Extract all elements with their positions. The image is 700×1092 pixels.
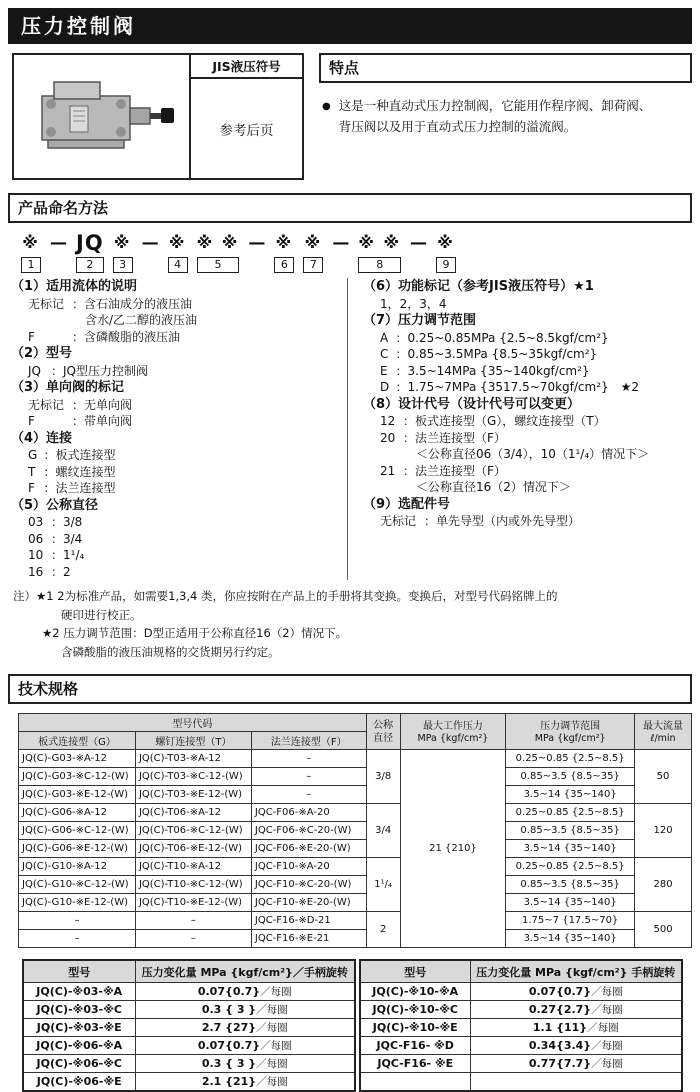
naming-item — [11, 447, 347, 464]
spec-header-conn-f: 法兰连接型（F） — [251, 732, 366, 750]
spec-header-model-code: 型号代码 — [19, 714, 367, 732]
handle-value-number: 1.1 {11} — [532, 1021, 588, 1034]
naming-subsection — [363, 496, 692, 530]
naming-item — [363, 363, 692, 380]
handle-value-cell — [135, 1019, 355, 1037]
handle-right-model-header: 型号 — [360, 960, 470, 983]
handle-value-number: 2.7 {27} — [201, 1021, 257, 1034]
handle-table-row — [360, 983, 682, 1001]
naming-item-value: ：无单向阀 — [72, 397, 133, 412]
spec-range-cell: 3.5~14 {35~140} — [506, 930, 635, 948]
naming-item — [11, 397, 347, 414]
code-position-box: 7 — [303, 257, 323, 273]
product-photo-box — [12, 53, 304, 180]
spec-range-cell: 1.75~7 {17.5~70} — [506, 912, 635, 930]
naming-item — [11, 413, 347, 430]
code-symbol: ※ — [304, 233, 323, 252]
naming-item-key: D — [380, 380, 390, 394]
note-line: 硬印进行校正。 — [61, 607, 142, 622]
handle-table-right — [359, 959, 683, 1092]
naming-columns — [8, 278, 692, 580]
naming-item-key: F — [28, 414, 35, 428]
handle-right-value-header: 压力变化量 MPa {kgf/cm²} 手柄旋转 — [470, 960, 682, 983]
spec-header-range — [506, 714, 635, 750]
spec-model-cell: – — [135, 912, 251, 930]
handle-table-left — [22, 959, 356, 1092]
spec-header-diameter-line2: 直径 — [373, 732, 394, 744]
naming-subsection-title: （7）压力调节范围 — [363, 313, 477, 328]
spec-header-flow — [635, 714, 692, 750]
spec-range-cell: 0.85~3.5 {8.5~35} — [506, 768, 635, 786]
naming-item — [363, 413, 692, 430]
handle-value-per-turn: ／每圈 — [256, 1022, 288, 1034]
code-segment — [197, 232, 240, 273]
naming-item-key: E — [380, 363, 388, 378]
code-position-box: 4 — [168, 257, 188, 273]
spec-model-cell: JQ(C)-G10-※E-12-(W) — [19, 894, 136, 912]
naming-item-key: F — [28, 329, 35, 344]
naming-item-value: ：法兰连接型 — [43, 481, 116, 495]
handle-table-row — [360, 1001, 682, 1019]
handle-model-cell: JQ(C)-※06-※A — [23, 1037, 135, 1055]
naming-subsection-title: （8）设计代号（设计代号可以变更） — [363, 396, 581, 412]
spec-model-cell: JQC-F06-※C-20-(W) — [251, 822, 366, 840]
handle-table-row — [23, 1055, 355, 1073]
code-dash: — — [141, 233, 159, 253]
naming-subsection — [11, 345, 347, 379]
spec-range-cell: 3.5~14 {35~140} — [506, 894, 635, 912]
spec-header-flow-unit: ℓ/min — [650, 732, 676, 744]
handle-value-cell — [135, 1055, 355, 1073]
code-position-box: 5 — [197, 257, 240, 273]
naming-subsection-title: （2）型号 — [11, 346, 73, 361]
spec-header-max-pressure-label: 最大工作压力 — [422, 720, 483, 732]
handle-table-row — [23, 1037, 355, 1055]
handle-value-number: 0.3 { 3 } — [201, 1057, 257, 1070]
spec-diameter-cell: 1¹/₄ — [366, 858, 400, 912]
note-line: 含磷酸脂的液压油规格的交货期另行约定。 — [61, 644, 280, 659]
handle-value-cell — [470, 1001, 682, 1019]
page-title: 压力控制阀 — [8, 8, 692, 44]
spec-model-cell: JQ(C)-G03-※A-12 — [19, 750, 136, 768]
spec-diameter-cell: 3/8 — [366, 750, 400, 804]
spec-model-cell: JQ(C)-T03-※A-12 — [135, 750, 251, 768]
handle-table-row — [360, 1019, 682, 1037]
naming-item — [363, 296, 692, 313]
handle-value-cell — [135, 983, 355, 1001]
naming-subsection — [11, 497, 347, 581]
spec-range-cell: 0.25~0.85 {2.5~8.5} — [506, 750, 635, 768]
naming-item-value: ：2 — [51, 564, 71, 579]
naming-item — [363, 513, 692, 530]
handle-value-number: 0.77{7.7} — [528, 1057, 592, 1070]
naming-item — [11, 329, 347, 346]
valve-photo — [24, 66, 180, 168]
naming-item-value: ：螺纹连接型 — [43, 464, 116, 479]
code-dash: — — [50, 233, 67, 253]
spec-table — [18, 713, 692, 948]
handle-model-cell: JQ(C)-※03-※E — [23, 1019, 135, 1037]
handle-table-row — [23, 1073, 355, 1092]
code-symbol: ※ ※ — [358, 233, 402, 252]
code-segment — [303, 232, 323, 273]
spec-row — [19, 912, 692, 930]
naming-item-key: C — [380, 347, 389, 361]
naming-subsection — [11, 430, 347, 497]
spec-model-cell: – — [251, 768, 366, 786]
handle-model-cell: JQC-F16- ※E — [360, 1055, 470, 1073]
naming-item-key: 无标记 — [380, 514, 417, 528]
handle-model-cell: JQ(C)-※06-※E — [23, 1073, 135, 1092]
handle-left-header-row — [23, 960, 355, 983]
naming-subsection-title: （1）适用流体的说明 — [11, 279, 138, 294]
handle-value-per-turn: ／每圈 — [256, 1076, 288, 1088]
handle-value-per-turn: ／每圈 — [256, 1058, 288, 1070]
handle-table-row — [23, 1019, 355, 1037]
spec-range-cell: 0.25~0.85 {2.5~8.5} — [506, 858, 635, 876]
spec-model-cell: JQ(C)-T03-※C-12-(W) — [135, 768, 251, 786]
spec-model-cell: JQ(C)-G10-※A-12 — [19, 858, 136, 876]
spec-flow-cell: 120 — [635, 804, 692, 858]
code-segment — [274, 232, 294, 273]
handle-value-per-turn: ／每圈 — [591, 1058, 623, 1070]
naming-item — [363, 379, 692, 396]
naming-item-key: 21 — [380, 463, 396, 478]
bullet-icon: ● — [322, 101, 331, 112]
handle-value-cell — [470, 1073, 682, 1092]
spec-model-cell: JQ(C)-T10-※E-12-(W) — [135, 894, 251, 912]
spec-model-cell: JQ(C)-G06-※E-12-(W) — [19, 840, 136, 858]
spec-model-cell: JQ(C)-T06-※E-12-(W) — [135, 840, 251, 858]
spec-model-cell: JQ(C)-T10-※A-12 — [135, 858, 251, 876]
naming-item-key: JQ — [28, 363, 41, 378]
spec-model-cell: – — [19, 930, 136, 948]
handle-value-number: 0.27{2.7} — [528, 1003, 592, 1016]
code-position-box: 8 — [358, 257, 401, 273]
spec-model-cell: – — [251, 750, 366, 768]
features-section — [319, 53, 692, 180]
handle-table-row — [23, 983, 355, 1001]
handle-value-number: 0.07{0.7} — [197, 985, 261, 998]
naming-item-value: ：JQ型压力控制阀 — [51, 363, 148, 378]
spec-model-cell: JQC-F10-※E-20-(W) — [251, 894, 366, 912]
spec-header-row-1 — [19, 714, 692, 732]
spec-row — [19, 786, 692, 804]
spec-row — [19, 858, 692, 876]
handle-model-cell: JQ(C)-※03-※A — [23, 983, 135, 1001]
naming-item-value: ＜公称直径16（2）情况下＞ — [416, 480, 571, 494]
naming-item-key: F — [28, 481, 35, 495]
code-symbol: ※ — [22, 233, 40, 252]
handle-value-cell — [135, 1073, 355, 1092]
handle-table-row — [23, 1001, 355, 1019]
naming-notes — [11, 587, 692, 661]
features-title: 特点 — [319, 53, 692, 83]
code-dash: — — [248, 233, 266, 253]
spec-model-cell: JQC-F06-※A-20 — [251, 804, 366, 822]
naming-item-key: 03 — [28, 515, 44, 529]
handle-value-cell — [470, 983, 682, 1001]
handle-value-cell — [470, 1037, 682, 1055]
spec-header-diameter-line1: 公称 — [373, 719, 394, 731]
code-symbol: ※ — [113, 233, 132, 252]
code-segment — [436, 232, 456, 273]
spec-range-cell: 0.25~0.85 {2.5~8.5} — [506, 804, 635, 822]
code-position-box: 9 — [436, 257, 456, 273]
handle-value-per-turn: ／每圈 — [591, 986, 623, 998]
naming-item — [11, 531, 347, 548]
naming-subsection — [11, 379, 347, 430]
naming-item-key: 无标记 — [28, 397, 65, 412]
naming-item-value: ：法兰连接型（F） — [403, 463, 506, 478]
spec-model-cell: JQ(C)-T03-※E-12-(W) — [135, 786, 251, 804]
naming-subsection-title: （3）单向阀的标记 — [11, 380, 125, 395]
naming-subsection-title: （5）公称直径 — [11, 497, 99, 513]
naming-item-value: ：1.75~7MPa {3517.5~70kgf/cm²} ★2 — [395, 380, 640, 394]
naming-item-value: ：0.85~3.5MPa {8.5~35kgf/cm²} — [395, 347, 598, 361]
code-segment — [358, 232, 401, 273]
naming-item-value: ：带单向阀 — [72, 414, 133, 428]
naming-item — [11, 547, 347, 564]
spec-header-max-pressure-unit: MPa {kgf/cm²} — [417, 732, 489, 744]
spec-range-cell: 3.5~14 {35~140} — [506, 786, 635, 804]
code-dash: — — [410, 233, 428, 253]
top-row — [12, 53, 692, 180]
naming-item — [363, 446, 692, 463]
spec-model-cell: JQC-F16-※D-21 — [251, 912, 366, 930]
naming-item — [11, 564, 347, 581]
naming-item-value: ：板式连接型（G），螺纹连接型（T） — [403, 414, 606, 428]
product-photo-cell — [14, 55, 189, 178]
spec-diameter-cell: 2 — [366, 912, 400, 948]
naming-item — [11, 464, 347, 481]
spec-model-cell: JQ(C)-G10-※C-12-(W) — [19, 876, 136, 894]
spec-diameter-cell: 3/4 — [366, 804, 400, 858]
naming-item — [11, 363, 347, 380]
naming-item-value: ：板式连接型 — [43, 448, 116, 462]
naming-subsection-title: （4）连接 — [11, 430, 73, 446]
reference-note: 参考后页 — [219, 122, 274, 139]
spec-model-cell: JQC-F10-※C-20-(W) — [251, 876, 366, 894]
spec-title: 技术规格 — [8, 674, 692, 704]
jis-symbol-panel — [189, 55, 302, 178]
handle-value-number: 0.3 { 3 } — [201, 1003, 257, 1016]
spec-max-pressure-cell: 21 {210} — [400, 750, 506, 948]
spec-model-cell: JQ(C)-T06-※A-12 — [135, 804, 251, 822]
handle-value-cell — [135, 1001, 355, 1019]
naming-item-value: ：单先导型（内或外先导型） — [424, 514, 581, 528]
spec-header-flow-label: 最大流量 — [643, 720, 684, 732]
spec-row — [19, 822, 692, 840]
naming-item-value: 1，2，3，4 — [380, 296, 447, 311]
naming-item-value: 含水/乙二醇的液压油 — [85, 313, 198, 327]
spec-range-cell: 0.85~3.5 {8.5~35} — [506, 876, 635, 894]
naming-subsection-title: （9）选配件号 — [363, 496, 451, 512]
spec-flow-cell: 500 — [635, 912, 692, 948]
naming-item-key: 10 — [28, 548, 44, 562]
note-line: 注）★1 2为标准产品，如需要1,3,4 类，你应按附在产品上的手册将其变换。变换后，对型号代码铭牌上的 — [13, 589, 558, 603]
spec-row — [19, 804, 692, 822]
naming-item — [363, 330, 692, 347]
spec-header-conn-g: 板式连接型（G） — [19, 732, 136, 750]
naming-item — [11, 480, 347, 497]
naming-item-value: ：0.25~0.85MPa {2.5~8.5kgf/cm²} — [395, 330, 609, 345]
handle-model-cell: JQ(C)-※03-※C — [23, 1001, 135, 1019]
naming-item-value: ：3/4 — [51, 531, 83, 546]
spec-model-cell: JQ(C)-G06-※A-12 — [19, 804, 136, 822]
naming-item-value: ：法兰连接型（F） — [403, 430, 506, 445]
spec-row — [19, 894, 692, 912]
spec-header-range-unit: MPa {kgf/cm²} — [534, 732, 606, 744]
spec-flow-cell: 280 — [635, 858, 692, 912]
spec-header-range-label: 压力调节范围 — [540, 720, 601, 732]
naming-left-column — [8, 278, 347, 580]
spec-flow-cell: 50 — [635, 750, 692, 804]
handle-value-per-turn: ／每圈 — [591, 1004, 623, 1016]
handle-model-cell: JQ(C)-※10-※A — [360, 983, 470, 1001]
handle-tables — [22, 959, 700, 1092]
handle-model-cell: JQC-F16- ※D — [360, 1037, 470, 1055]
spec-row — [19, 930, 692, 948]
jis-symbol-label: JIS液压符号 — [191, 55, 302, 79]
handle-model-cell: JQ(C)-※10-※E — [360, 1019, 470, 1037]
code-segment — [168, 232, 188, 273]
code-segment — [21, 232, 41, 273]
naming-right-column — [347, 278, 692, 580]
spec-row — [19, 840, 692, 858]
naming-subsection — [11, 278, 347, 345]
code-symbol: ※ — [437, 233, 455, 252]
spec-model-cell: – — [19, 912, 136, 930]
features-bullet-row — [319, 96, 662, 137]
spec-header-diameter — [366, 714, 400, 750]
code-symbol: JQ — [76, 231, 104, 255]
handle-model-cell: JQ(C)-※10-※C — [360, 1001, 470, 1019]
code-dash: — — [332, 233, 350, 253]
handle-model-cell: JQ(C)-※06-※C — [23, 1055, 135, 1073]
handle-value-per-turn: ／每圈 — [591, 1040, 623, 1052]
naming-item-key: G — [28, 448, 38, 462]
spec-range-cell: 0.85~3.5 {8.5~35} — [506, 822, 635, 840]
naming-subsection-title: （6）功能标记（参考JIS液压符号）★1 — [363, 279, 594, 294]
naming-item-value: ＜公称直径06（3/4），10（1¹/₄）情况下＞ — [416, 447, 650, 461]
handle-right-header-row — [360, 960, 682, 983]
handle-value-per-turn: ／每圈 — [260, 986, 292, 998]
handle-value-per-turn: ／每圈 — [256, 1004, 288, 1016]
naming-item — [11, 312, 347, 329]
handle-left-model-header: 型号 — [23, 960, 135, 983]
spec-model-cell: – — [135, 930, 251, 948]
naming-item-key: 12 — [380, 414, 396, 428]
code-segment — [76, 232, 104, 273]
spec-model-cell: JQ(C)-G03-※E-12-(W) — [19, 786, 136, 804]
handle-table-row — [360, 1037, 682, 1055]
naming-item-key: 无标记 — [28, 296, 65, 311]
naming-item-value: ：含石油成分的液压油 — [72, 296, 193, 311]
code-segment — [113, 232, 133, 273]
spec-section — [8, 674, 692, 948]
spec-model-cell: JQ(C)-G06-※C-12-(W) — [19, 822, 136, 840]
handle-value-number: 0.07{0.7} — [528, 985, 592, 998]
features-text: 这是一种直动式压力控制阀，它能用作程序阀、卸荷阀、背压阀以及用于直动式压力控制的溢流阀。 — [338, 98, 652, 134]
naming-item — [363, 430, 692, 447]
naming-item-key: 16 — [28, 564, 44, 579]
spec-model-cell: JQ(C)-T06-※C-12-(W) — [135, 822, 251, 840]
naming-item — [11, 514, 347, 531]
naming-item — [363, 346, 692, 363]
handle-model-cell — [360, 1073, 470, 1092]
handle-value-number: 2.1 {21} — [201, 1075, 257, 1088]
handle-value-cell — [470, 1055, 682, 1073]
handle-value-number: 0.34{3.4} — [528, 1039, 592, 1052]
handle-table-row — [360, 1055, 682, 1073]
spec-model-cell: JQC-F16-※E-21 — [251, 930, 366, 948]
naming-item — [363, 479, 692, 496]
naming-item-value: ：1¹/₄ — [51, 548, 85, 562]
spec-range-cell: 3.5~14 {35~140} — [506, 840, 635, 858]
spec-row — [19, 876, 692, 894]
code-symbol: ※ — [168, 233, 187, 252]
spec-model-cell: JQC-F06-※E-20-(W) — [251, 840, 366, 858]
spec-model-cell: – — [251, 786, 366, 804]
handle-value-per-turn: ／每圈 — [587, 1022, 619, 1034]
naming-subsection — [363, 278, 692, 312]
code-symbol: ※ ※ — [196, 233, 240, 252]
spec-model-cell: JQC-F10-※A-20 — [251, 858, 366, 876]
spec-header-conn-t: 螺钉连接型（T） — [135, 732, 251, 750]
code-symbol: ※ — [275, 233, 294, 252]
naming-item — [11, 296, 347, 313]
naming-item-value: ：3.5~14MPa {35~140kgf/cm²} — [395, 363, 590, 378]
code-position-box: 1 — [21, 257, 41, 273]
handle-value-cell — [135, 1037, 355, 1055]
naming-item-value: ：含磷酸脂的液压油 — [72, 329, 181, 344]
naming-item-key: T — [28, 464, 36, 479]
naming-item-value: ：3/8 — [51, 515, 83, 529]
naming-item-key: A — [380, 330, 389, 345]
handle-value-cell — [470, 1019, 682, 1037]
code-position-box: 2 — [76, 257, 104, 273]
spec-header-max-pressure — [400, 714, 506, 750]
naming-subsection — [363, 312, 692, 396]
spec-row — [19, 750, 692, 768]
handle-table-row — [360, 1073, 682, 1092]
handle-left-value-header: 压力变化量 MPa {kgf/cm²}／手柄旋转 — [135, 960, 355, 983]
naming-title: 产品命名方法 — [8, 193, 692, 223]
code-position-box: 6 — [274, 257, 294, 273]
note-line: ★2 压力调节范围：D型正适用于公称直径16（2）情况下。 — [42, 626, 348, 640]
naming-item-key: 06 — [28, 531, 44, 546]
model-code-diagram — [21, 232, 692, 273]
naming-section — [8, 193, 692, 661]
naming-item-key: 20 — [380, 430, 396, 445]
handle-value-per-turn: ／每圈 — [260, 1040, 292, 1052]
spec-model-cell: JQ(C)-T10-※C-12-(W) — [135, 876, 251, 894]
spec-model-cell: JQ(C)-G03-※C-12-(W) — [19, 768, 136, 786]
spec-row — [19, 768, 692, 786]
naming-subsection — [363, 396, 692, 496]
handle-value-number: 0.07{0.7} — [197, 1039, 261, 1052]
code-position-box: 3 — [113, 257, 133, 273]
naming-item — [363, 463, 692, 480]
